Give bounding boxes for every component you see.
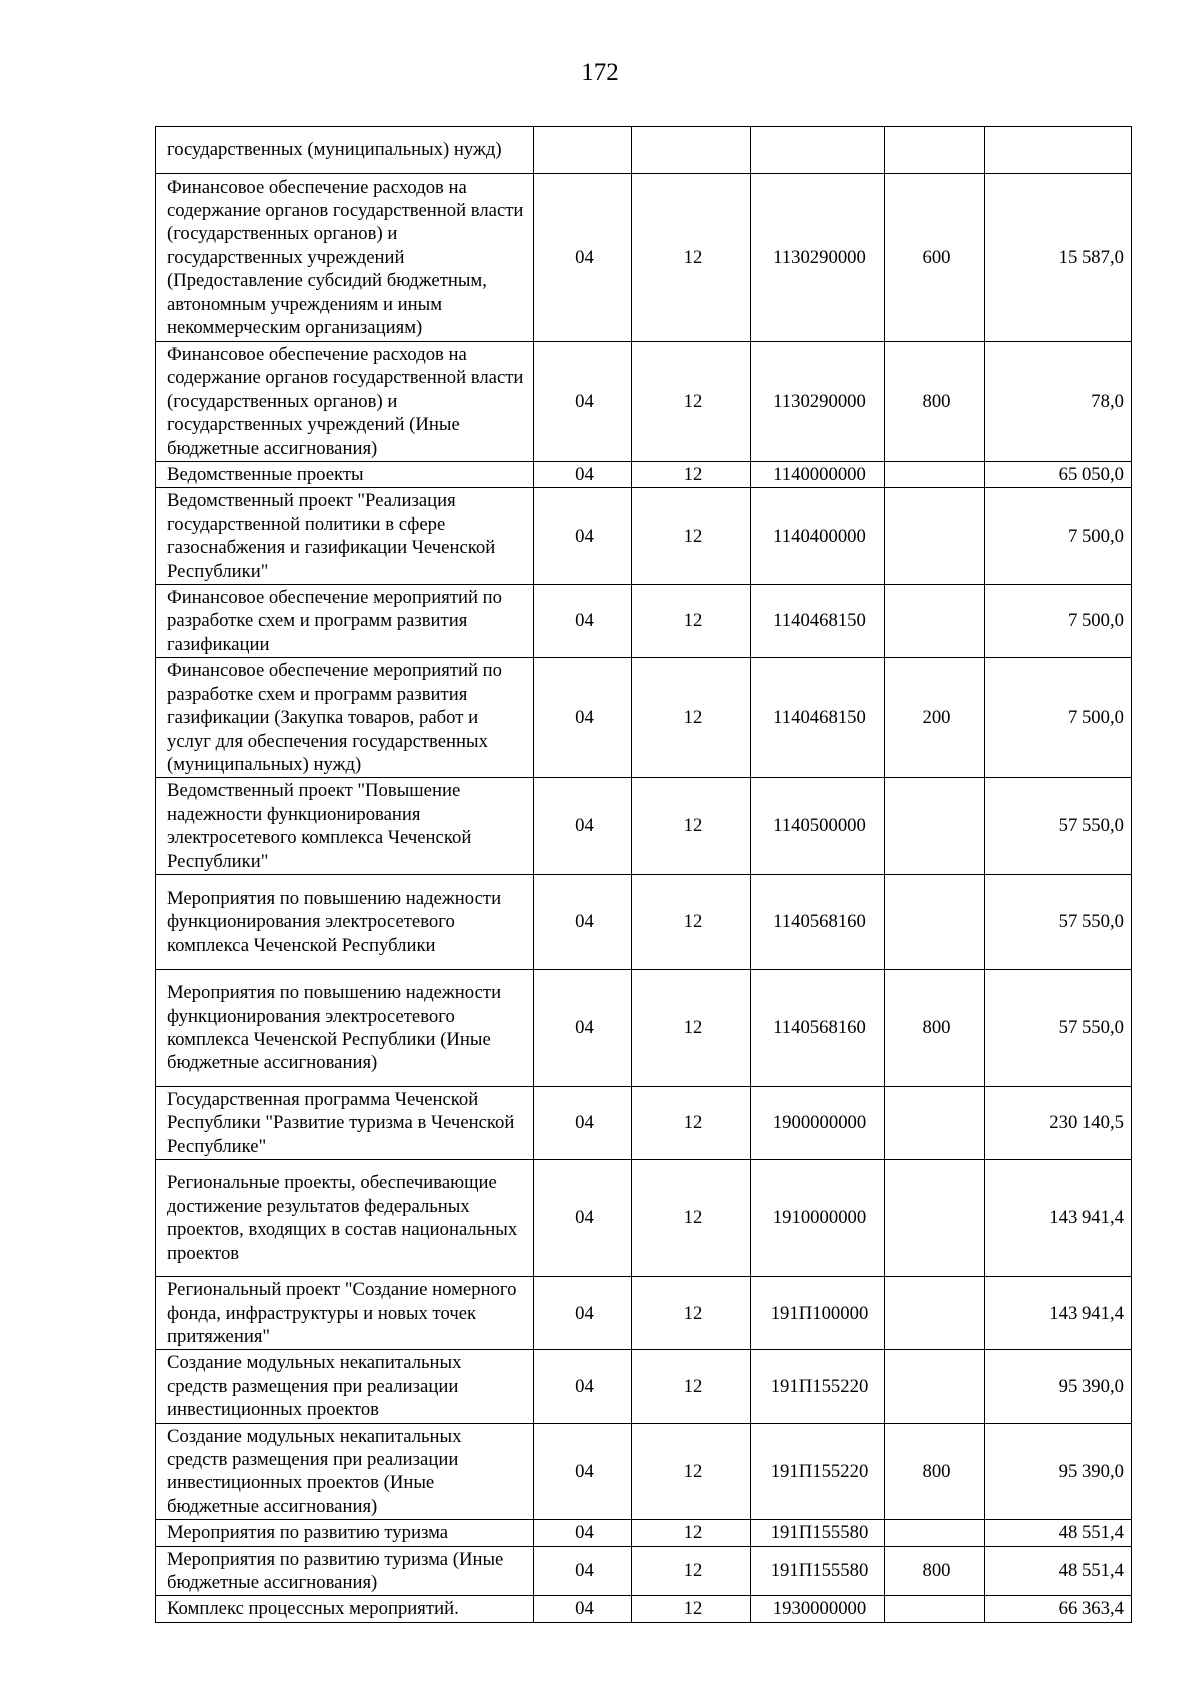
subsection-code-cell xyxy=(632,127,751,174)
section-code-cell: 04 xyxy=(534,969,632,1086)
target-article-cell: 191П100000 xyxy=(751,1277,885,1350)
expense-type-cell xyxy=(885,1596,985,1622)
table-row xyxy=(156,1520,1132,1546)
expense-type-cell: 800 xyxy=(885,1423,985,1520)
amount-cell: 15 587,0 xyxy=(985,174,1132,342)
table-row xyxy=(156,488,1132,585)
subsection-code-cell: 12 xyxy=(632,1277,751,1350)
row-name-cell: Региональный проект "Создание номерного фонда, инфраструктуры и новых точек притяжения" xyxy=(156,1277,534,1350)
budget-table xyxy=(155,126,1132,1623)
section-code-cell: 04 xyxy=(534,1277,632,1350)
subsection-code-cell: 12 xyxy=(632,1546,751,1596)
section-code-cell: 04 xyxy=(534,1520,632,1546)
amount-cell xyxy=(985,127,1132,174)
target-article-cell: 1930000000 xyxy=(751,1596,885,1622)
section-code-cell: 04 xyxy=(534,1596,632,1622)
section-code-cell: 04 xyxy=(534,1350,632,1423)
table-row xyxy=(156,1277,1132,1350)
row-name-cell: Комплекс процессных мероприятий. xyxy=(156,1596,534,1622)
expense-type-cell xyxy=(885,1160,985,1277)
table-row xyxy=(156,462,1132,488)
target-article-cell: 1140568160 xyxy=(751,874,885,969)
target-article-cell: 191П155580 xyxy=(751,1520,885,1546)
target-article-cell: 1140400000 xyxy=(751,488,885,585)
table-row xyxy=(156,585,1132,658)
target-article-cell: 1140468150 xyxy=(751,585,885,658)
amount-cell: 48 551,4 xyxy=(985,1520,1132,1546)
subsection-code-cell: 12 xyxy=(632,1520,751,1546)
table-row xyxy=(156,1160,1132,1277)
row-name-cell: Мероприятия по развитию туризма xyxy=(156,1520,534,1546)
subsection-code-cell: 12 xyxy=(632,174,751,342)
expense-type-cell xyxy=(885,585,985,658)
subsection-code-cell: 12 xyxy=(632,488,751,585)
subsection-code-cell: 12 xyxy=(632,969,751,1086)
table-row xyxy=(156,1086,1132,1159)
target-article-cell: 191П155580 xyxy=(751,1546,885,1596)
section-code-cell: 04 xyxy=(534,462,632,488)
section-code-cell: 04 xyxy=(534,1546,632,1596)
section-code-cell: 04 xyxy=(534,874,632,969)
section-code-cell: 04 xyxy=(534,174,632,342)
amount-cell: 57 550,0 xyxy=(985,874,1132,969)
subsection-code-cell: 12 xyxy=(632,1596,751,1622)
row-name-cell: Мероприятия по развитию туризма (Иные бюджетные ассигнования) xyxy=(156,1546,534,1596)
section-code-cell: 04 xyxy=(534,1086,632,1159)
row-name-cell: Ведомственный проект "Повышение надежности функционирования электросетевого комплекса Чеченской Республики" xyxy=(156,778,534,875)
section-code-cell: 04 xyxy=(534,1160,632,1277)
target-article-cell: 1900000000 xyxy=(751,1086,885,1159)
table-row xyxy=(156,1596,1132,1622)
expense-type-cell: 800 xyxy=(885,969,985,1086)
row-name-cell: Ведомственный проект "Реализация государственной политики в сфере газоснабжения и газификации Чеченской Республики" xyxy=(156,488,534,585)
subsection-code-cell: 12 xyxy=(632,585,751,658)
amount-cell: 143 941,4 xyxy=(985,1160,1132,1277)
expense-type-cell xyxy=(885,778,985,875)
subsection-code-cell: 12 xyxy=(632,462,751,488)
target-article-cell: 1130290000 xyxy=(751,342,885,462)
table-row xyxy=(156,1350,1132,1423)
expense-type-cell: 800 xyxy=(885,1546,985,1596)
row-name-cell: государственных (муниципальных) нужд) xyxy=(156,127,534,174)
target-article-cell: 1140000000 xyxy=(751,462,885,488)
section-code-cell: 04 xyxy=(534,778,632,875)
section-code-cell xyxy=(534,127,632,174)
section-code-cell: 04 xyxy=(534,342,632,462)
amount-cell: 230 140,5 xyxy=(985,1086,1132,1159)
expense-type-cell xyxy=(885,1277,985,1350)
table-row xyxy=(156,1423,1132,1520)
amount-cell: 7 500,0 xyxy=(985,585,1132,658)
expense-type-cell xyxy=(885,1520,985,1546)
amount-cell: 57 550,0 xyxy=(985,969,1132,1086)
target-article-cell xyxy=(751,127,885,174)
row-name-cell: Финансовое обеспечение мероприятий по разработке схем и программ развития газификации (Закупка товаров, работ и услуг для обеспечения государственных (муниципальных) нужд) xyxy=(156,658,534,778)
target-article-cell: 191П155220 xyxy=(751,1423,885,1520)
amount-cell: 65 050,0 xyxy=(985,462,1132,488)
expense-type-cell: 600 xyxy=(885,174,985,342)
row-name-cell: Мероприятия по повышению надежности функционирования электросетевого комплекса Чеченской Республики xyxy=(156,874,534,969)
target-article-cell: 1140568160 xyxy=(751,969,885,1086)
subsection-code-cell: 12 xyxy=(632,1423,751,1520)
subsection-code-cell: 12 xyxy=(632,658,751,778)
table-row xyxy=(156,342,1132,462)
table-row xyxy=(156,658,1132,778)
table-body xyxy=(156,127,1132,1623)
row-name-cell: Государственная программа Чеченской Республики "Развитие туризма в Чеченской Республике" xyxy=(156,1086,534,1159)
amount-cell: 66 363,4 xyxy=(985,1596,1132,1622)
expense-type-cell: 800 xyxy=(885,342,985,462)
section-code-cell: 04 xyxy=(534,658,632,778)
row-name-cell: Создание модульных некапитальных средств размещения при реализации инвестиционных проектов xyxy=(156,1350,534,1423)
amount-cell: 7 500,0 xyxy=(985,658,1132,778)
row-name-cell: Ведомственные проекты xyxy=(156,462,534,488)
expense-type-cell xyxy=(885,127,985,174)
table-row xyxy=(156,1546,1132,1596)
table-row xyxy=(156,778,1132,875)
section-code-cell: 04 xyxy=(534,488,632,585)
amount-cell: 57 550,0 xyxy=(985,778,1132,875)
expense-type-cell xyxy=(885,874,985,969)
amount-cell: 7 500,0 xyxy=(985,488,1132,585)
row-name-cell: Финансовое обеспечение мероприятий по разработке схем и программ развития газификации xyxy=(156,585,534,658)
expense-type-cell xyxy=(885,462,985,488)
target-article-cell: 1140500000 xyxy=(751,778,885,875)
subsection-code-cell: 12 xyxy=(632,1086,751,1159)
table-row xyxy=(156,969,1132,1086)
table-row xyxy=(156,174,1132,342)
row-name-cell: Финансовое обеспечение расходов на содержание органов государственной власти (государственных органов) и государственных учреждений (Иные бюджетные ассигнования) xyxy=(156,342,534,462)
amount-cell: 78,0 xyxy=(985,342,1132,462)
expense-type-cell: 200 xyxy=(885,658,985,778)
amount-cell: 48 551,4 xyxy=(985,1546,1132,1596)
row-name-cell: Финансовое обеспечение расходов на содержание органов государственной власти (государственных органов) и государственных учреждений (Предоставление субсидий бюджетным, автономным учреждениям и иным некоммерческим организациям) xyxy=(156,174,534,342)
row-name-cell: Мероприятия по повышению надежности функционирования электросетевого комплекса Чеченской Республики (Иные бюджетные ассигнования) xyxy=(156,969,534,1086)
table-row xyxy=(156,127,1132,174)
target-article-cell: 1140468150 xyxy=(751,658,885,778)
row-name-cell: Региональные проекты, обеспечивающие достижение результатов федеральных проектов, входящих в состав национальных проектов xyxy=(156,1160,534,1277)
subsection-code-cell: 12 xyxy=(632,874,751,969)
target-article-cell: 1910000000 xyxy=(751,1160,885,1277)
expense-type-cell xyxy=(885,1350,985,1423)
amount-cell: 143 941,4 xyxy=(985,1277,1132,1350)
target-article-cell: 1130290000 xyxy=(751,174,885,342)
section-code-cell: 04 xyxy=(534,1423,632,1520)
expense-type-cell xyxy=(885,1086,985,1159)
amount-cell: 95 390,0 xyxy=(985,1423,1132,1520)
subsection-code-cell: 12 xyxy=(632,1350,751,1423)
section-code-cell: 04 xyxy=(534,585,632,658)
target-article-cell: 191П155220 xyxy=(751,1350,885,1423)
subsection-code-cell: 12 xyxy=(632,778,751,875)
row-name-cell: Создание модульных некапитальных средств размещения при реализации инвестиционных проектов (Иные бюджетные ассигнования) xyxy=(156,1423,534,1520)
page-number: 172 xyxy=(581,59,619,86)
table-row xyxy=(156,874,1132,969)
subsection-code-cell: 12 xyxy=(632,342,751,462)
amount-cell: 95 390,0 xyxy=(985,1350,1132,1423)
expense-type-cell xyxy=(885,488,985,585)
subsection-code-cell: 12 xyxy=(632,1160,751,1277)
